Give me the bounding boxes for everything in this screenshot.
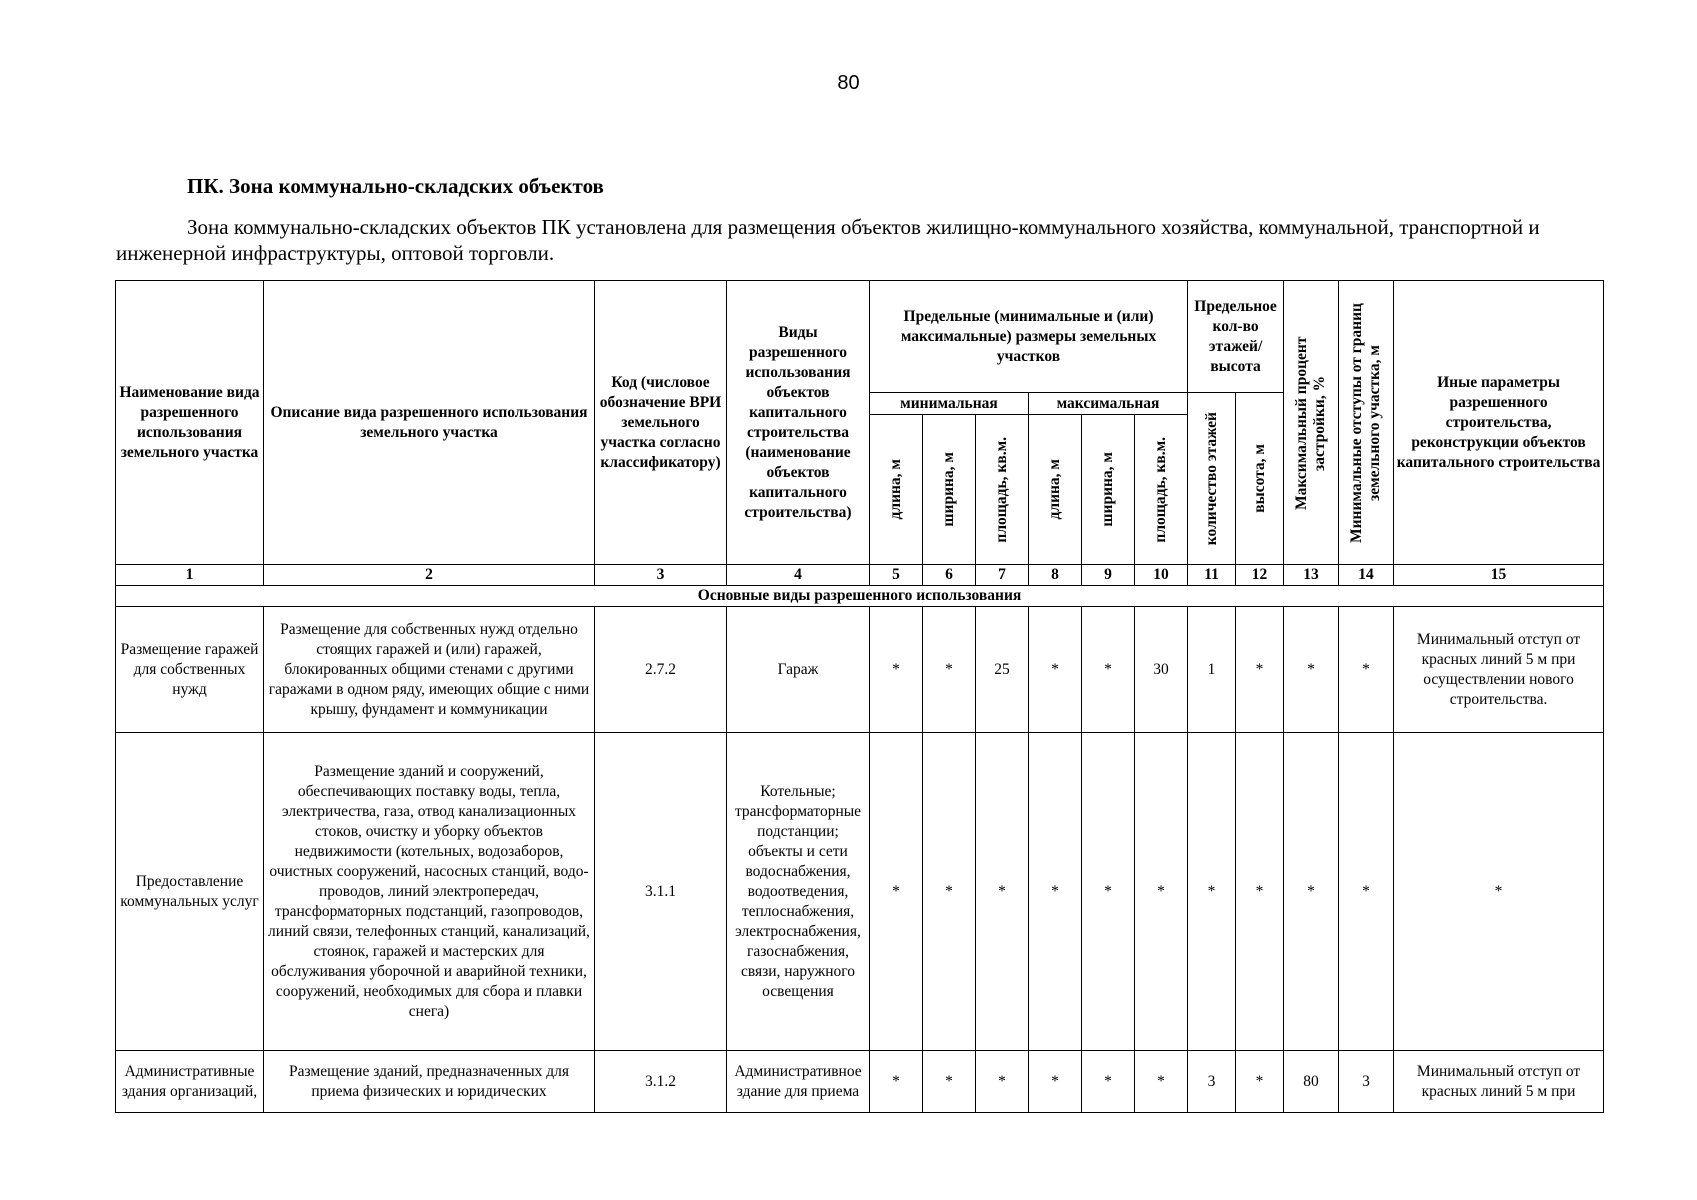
row-name: Размещение гаражей для собственных нужд [116,607,264,733]
row-value: * [1135,733,1188,1051]
page-number: 80 [837,72,860,94]
section-intro: Зона коммунально-складских объектов ПК установлена для размещения объектов жилищно-коммунального хозяйства, коммунальной, транспортной и инженерной инфраструктуры, оптовой торговли. [116,215,1540,265]
table-row [116,733,1604,1051]
table-row [116,607,1604,733]
row-value: * [1339,733,1394,1051]
row-kinds: Котельные; трансформаторные подстанции; объекты и сети водоснабжения, водоотведения, теплоснабжения, электроснабжения, газоснабжения, связи, наружного освещения [727,733,870,1051]
row-value: * [1339,607,1394,733]
row-value: * [1082,733,1135,1051]
section-title: ПК. Зона коммунально-складских объектов [187,174,604,198]
group-label: Основные виды разрешенного использования [116,586,1604,607]
row-value: * [1236,607,1284,733]
row-value: * [923,1051,976,1113]
header-name: Наименование вида разрешенного использования земельного участка [116,281,264,565]
row-value: * [1082,1051,1135,1113]
row-value: 3 [1188,1051,1236,1113]
column-number: 4 [727,565,870,586]
row-other: Минимальный отступ от красных линий 5 м при [1394,1051,1604,1113]
header-max-area: площадь, кв.м. [1135,415,1188,565]
column-number: 13 [1284,565,1339,586]
column-number: 10 [1135,565,1188,586]
header-max-length: длина, м [1029,415,1082,565]
column-number: 9 [1082,565,1135,586]
row-value: * [976,1051,1029,1113]
row-value: * [1236,733,1284,1051]
header-other: Иные параметры разрешенного строительства, реконструкции объектов капитального строительства [1394,281,1604,565]
row-value: * [1188,733,1236,1051]
table-row [116,1051,1604,1113]
column-number: 5 [870,565,923,586]
column-number: 14 [1339,565,1394,586]
row-value: 3 [1339,1051,1394,1113]
column-number: 2 [264,565,595,586]
column-number: 12 [1236,565,1284,586]
zone-parameters-table [115,280,1604,1113]
row-value: * [976,733,1029,1051]
row-other: * [1394,733,1604,1051]
header-max-width: ширина, м [1082,415,1135,565]
row-value: * [870,607,923,733]
header-code: Код (числовое обозначение ВРИ земельного участка согласно классификатору) [595,281,727,565]
row-value: * [923,607,976,733]
row-name: Предоставление коммунальных услуг [116,733,264,1051]
row-value: * [1284,607,1339,733]
row-value: * [1029,607,1082,733]
header-kinds: Виды разрешенного использования объектов капитального строительства (наименование объектов капитального строительства) [727,281,870,565]
row-value: * [870,1051,923,1113]
header-min-area: площадь, кв.м. [976,415,1029,565]
header-min-width: ширина, м [923,415,976,565]
row-value: * [1029,733,1082,1051]
row-value: * [923,733,976,1051]
header-max: максимальная [1029,393,1188,415]
row-value: 1 [1188,607,1236,733]
row-value: 80 [1284,1051,1339,1113]
row-value: * [1135,1051,1188,1113]
header-setback: Минимальные отступы от границ земельного участка, м [1339,281,1394,565]
header-height: высота, м [1236,393,1284,565]
header-floors-group: Предельное кол-во этажей/ высота [1188,281,1284,393]
row-code: 2.7.2 [595,607,727,733]
column-number: 6 [923,565,976,586]
row-value: * [1284,733,1339,1051]
row-kinds: Гараж [727,607,870,733]
row-value: * [1029,1051,1082,1113]
column-numbers-row [116,565,1604,586]
row-description: Размещение для собственных нужд отдельно стоящих гаражей и (или) гаражей, блокированных общими стенами с другими гаражами в одном ряду, имеющих общие с ними крышу, фундамент и коммуникации [264,607,595,733]
column-number: 15 [1394,565,1604,586]
row-value: 30 [1135,607,1188,733]
header-min: минимальная [870,393,1029,415]
row-value: 25 [976,607,1029,733]
row-description: Размещение зданий и сооружений, обеспечивающих поставку воды, тепла, электричества, газа, отвод канализационных стоков, очистку и уборку объектов недвижимости (котельных, водозаборов, очистных сооружений, насосных станций, водо-проводов, линий электропередач, трансформаторных подстанций, газопроводов, линий связи, телефонных станций, канализаций, стоянок, гаражей и мастерских для обслуживания уборочной и аварийной техники, сооружений, необходимых для сбора и плавки снега) [264,733,595,1051]
row-code: 3.1.1 [595,733,727,1051]
row-kinds: Административное здание для приема [727,1051,870,1113]
column-number: 8 [1029,565,1082,586]
row-code: 3.1.2 [595,1051,727,1113]
row-name: Административные здания организаций, [116,1051,264,1113]
header-description: Описание вида разрешенного использования земельного участка [264,281,595,565]
column-number: 1 [116,565,264,586]
row-value: * [1236,1051,1284,1113]
header-sizes: Предельные (минимальные и (или) максимальные) размеры земельных участков [870,281,1188,393]
row-other: Минимальный отступ от красных линий 5 м при осуществлении нового строительства. [1394,607,1604,733]
column-number: 3 [595,565,727,586]
header-min-length: длина, м [870,415,923,565]
column-number: 7 [976,565,1029,586]
row-value: * [870,733,923,1051]
header-coverage: Максимальный процент застройки, % [1284,281,1339,565]
row-value: * [1082,607,1135,733]
row-description: Размещение зданий, предназначенных для приема физических и юридических [264,1051,595,1113]
column-number: 11 [1188,565,1236,586]
header-floors: количество этажей [1188,393,1236,565]
